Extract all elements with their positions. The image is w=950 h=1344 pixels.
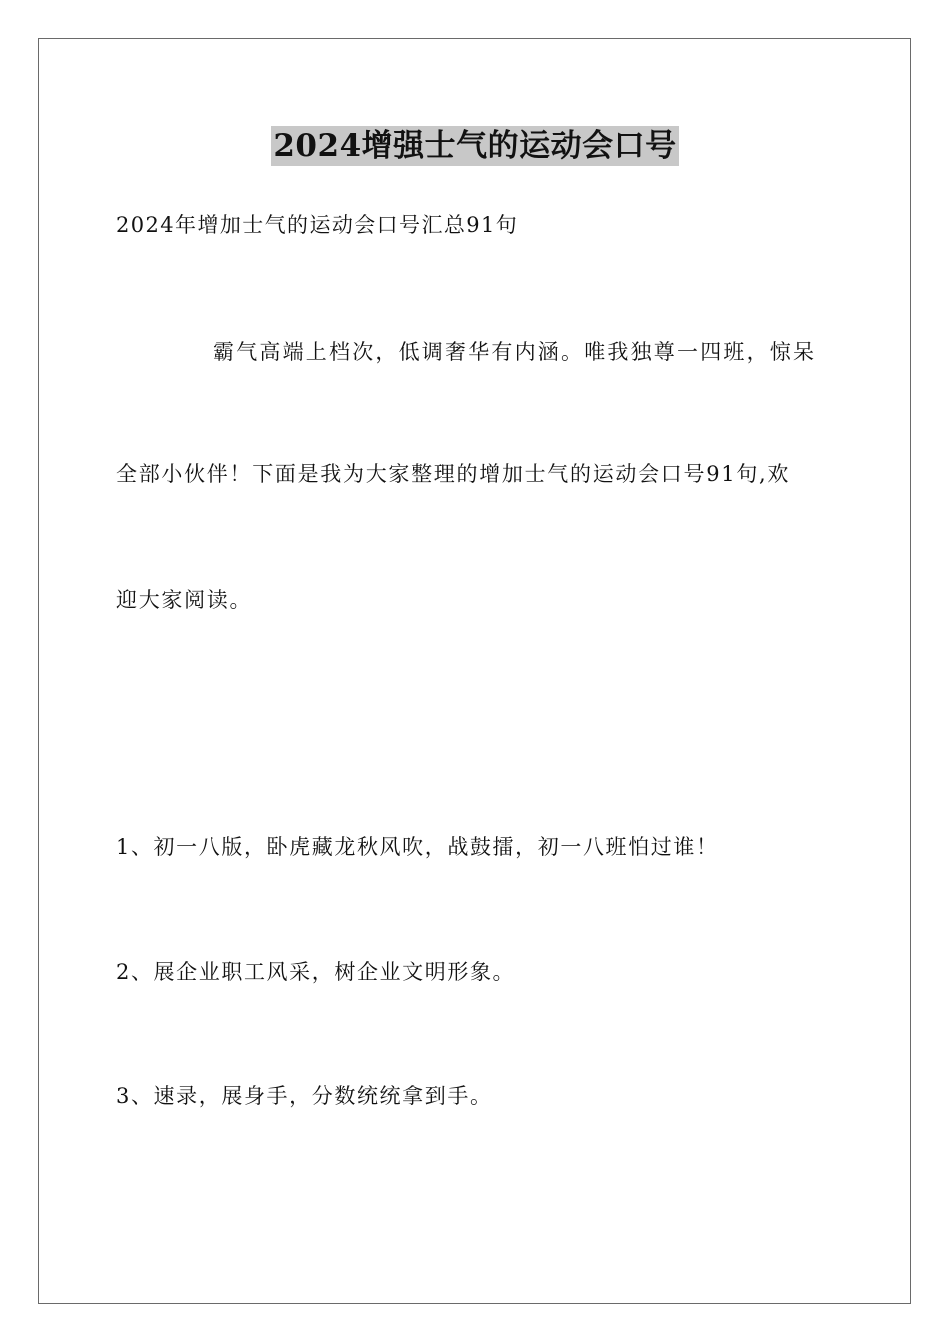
document-title: 2024增强士气的运动会口号 [273,128,677,164]
intro-line: 霸气高端上档次，低调奢华有内涵。唯我独尊一四班，惊呆 [213,340,817,364]
title-container [0,126,950,166]
intro-line: 迎大家阅读。 [116,588,253,612]
document-subtitle: 2024年增加士气的运动会口号汇总91句 [116,213,519,237]
slogan-item: 2、展企业职工风采，树企业文明形象。 [116,960,516,984]
slogan-item: 3、速录，展身手，分数统统拿到手。 [116,1084,493,1108]
intro-line: 全部小伙伴！下面是我为大家整理的增加士气的运动会口号91句,欢 [116,462,791,486]
slogan-item: 1、初一八版，卧虎藏龙秋风吹，战鼓擂，初一八班怕过谁！ [116,835,719,859]
